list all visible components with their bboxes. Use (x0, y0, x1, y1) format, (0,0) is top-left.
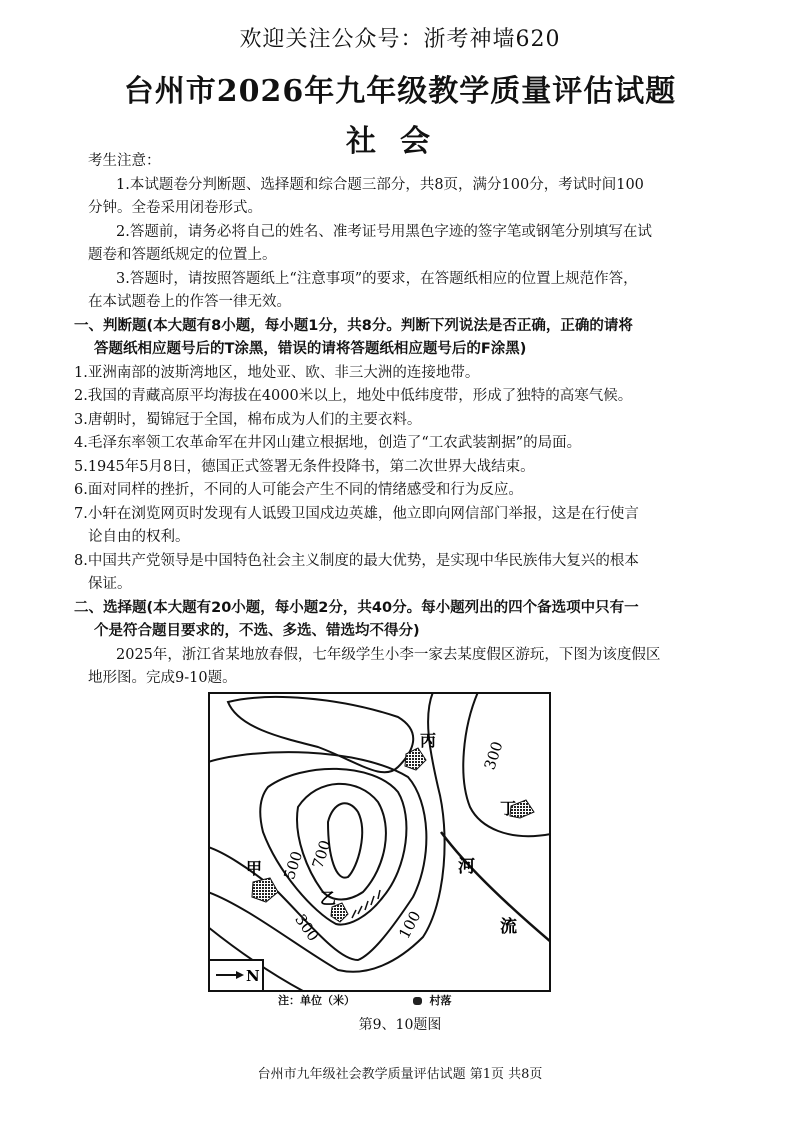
question-item: 4.毛泽东率领工农革命军在井冈山建立根据地，创造了“工农武装割据”的局面。 (74, 435, 582, 451)
contour-label: 500 (280, 848, 307, 882)
exam-subject: 社会 (346, 124, 454, 159)
section2-heading: 个是符合题目要求的，不选、多选、错选均不得分) (94, 623, 420, 639)
contour-label: 300 (480, 739, 507, 772)
section2-intro: 地形图。完成9-10题。 (88, 670, 237, 686)
river-label: 河 (458, 857, 475, 877)
notice-line: 3.答题时，请按照答题纸上“注意事项”的要求，在答题纸相应的位置上规范作答， (116, 270, 638, 287)
section1-heading: 答题纸相应题号后的T涂黑，错误的请将答题纸相应题号后的F涂黑) (94, 341, 527, 357)
village-legend-icon (413, 997, 422, 1005)
notice-line: 题卷和答题纸规定的位置上。 (88, 247, 277, 263)
section1-heading: 一、判断题(本大题有8小题，每小题1分，共8分。判断下列说法是否正确，正确的请将 (74, 317, 633, 334)
contour-label: 700 (308, 837, 335, 871)
question-item: 3.唐朝时，蜀锦冠于全国，棉布成为人们的主要衣料。 (74, 411, 422, 428)
question-item: 1.亚洲南部的波斯湾地区，地处亚、欧、非三大洲的连接地带。 (74, 364, 480, 381)
contour-lines (208, 692, 551, 991)
topographic-map (208, 692, 551, 992)
village-label: 丁 (500, 799, 517, 818)
map-legend (278, 992, 452, 1008)
notice-line: 在本试题卷上的作答一律无效。 (88, 294, 291, 310)
village-bing (405, 748, 426, 770)
river-label: 流 (500, 917, 517, 937)
notice-line: 1.本试题卷分判断题、选择题和综合题三部分，共8页，满分100分，考试时间100 (116, 176, 644, 193)
question-item: 8.中国共产党领导是中国特色社会主义制度的最大优势，是实现中华民族伟大复兴的根本 (74, 552, 639, 569)
notice-heading: 考生注意： (88, 153, 161, 169)
village-jia (252, 878, 278, 902)
contour-label: 100 (395, 908, 425, 942)
exam-body (74, 150, 720, 691)
village-label: 丙 (420, 731, 437, 750)
section2-heading: 二、选择题(本大题有20小题，每小题2分，共40分。每小题列出的四个备选项中只有一 (74, 599, 639, 616)
exam-title: 台州市2026年九年级教学质量评估试题 (123, 74, 677, 109)
question-item: 保证。 (88, 576, 132, 592)
figure-caption: 第9、10题图 (358, 1017, 442, 1033)
question-item: 6.面对同样的挫折，不同的人可能会产生不同的情绪感受和行为反应。 (74, 482, 523, 498)
legend-unit: 注：单位（米） (278, 994, 355, 1007)
village-label: 乙 (320, 889, 337, 908)
village-label: 甲 (246, 859, 263, 878)
notice-line: 分钟。全卷采用闭卷形式。 (88, 200, 262, 216)
question-item: 5.1945年5月8日，德国正式签署无条件投降书，第二次世界大战结束。 (74, 458, 535, 475)
notice-line: 2.答题前，请务必将自己的姓名、准考证号用黑色字迹的签字笔或钢笔分别填写在试 (116, 223, 652, 240)
page-footer: 台州市九年级社会教学质量评估试题 第1页 共8页 (257, 1067, 543, 1082)
river (441, 832, 551, 942)
north-label: N (246, 967, 260, 985)
contour-label: 300 (291, 910, 323, 945)
map-frame (209, 693, 550, 991)
legend-village: 村落 (429, 994, 452, 1007)
header-note: 欢迎关注公众号：浙考神墙620 (239, 27, 561, 52)
question-item: 7.小轩在浏览网页时发现有人诋毁卫国戍边英雄，他立即向网信部门举报，这是在行使言 (74, 505, 639, 522)
question-item: 2.我国的青藏高原平均海拔在4000米以上，地处中低纬度带，形成了独特的高寒气候。 (74, 388, 633, 404)
section2-intro: 2025年，浙江省某地放春假，七年级学生小李一家去某度假区游玩，下图为该度假区 (116, 646, 661, 663)
question-item: 论自由的权利。 (88, 529, 190, 545)
